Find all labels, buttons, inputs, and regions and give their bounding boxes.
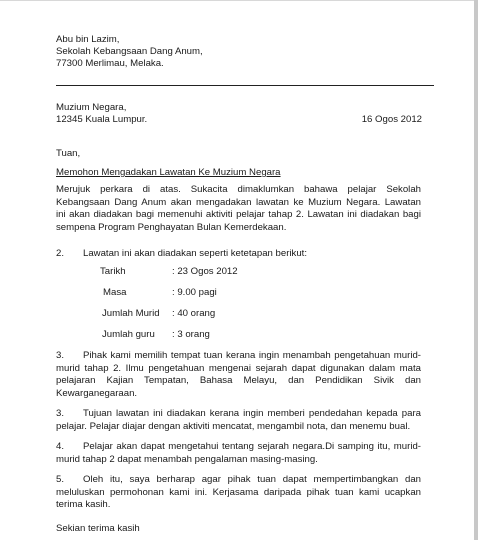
page-top-edge [0,0,478,1]
point-3-line: Pihak kami memilih tempat tuan kerana ingin menambah pengetahuan murid- [83,350,421,361]
recipient-address: 12345 Kuala Lumpur. [56,114,148,125]
point-3b-line: pelajar. Pelajar diajar dengan aktiviti mencatat, mengambil nota, dan menemu bual. [56,420,411,432]
intro-line: ini akan diadakan bagi memenuhi aktiviti pelajar tahap 2. Lawatan ini diadakan bagi [56,209,421,221]
point-3-line: pelajaran Kajian Tempatan, Bahasa Melayu, dan Pendidikan Sivik dan [56,375,421,387]
detail-label-jumlah-murid: Jumlah Murid [102,308,160,319]
detail-value-tarikh: : 23 Ogos 2012 [172,266,238,277]
point-3-number: 3. [56,350,65,361]
point-2-text: Lawatan ini akan diadakan seperti ketetapan berikut: [83,248,308,259]
intro-paragraph [56,184,421,234]
point-4-paragraph [56,441,421,466]
point-5-line: meluluskan permohonan kami ini. Kerjasama daripada pihak tuan kami ucapkan [56,486,421,498]
point-4-line: murid tahap 2 dapat menambah pengalaman masing-masing. [56,453,318,465]
detail-value-jumlah-murid: : 40 orang [172,308,216,319]
letter-subject: Memohon Mengadakan Lawatan Ke Muzium Negara [56,167,281,178]
letter-date: 16 Ogos 2012 [361,114,422,125]
detail-value-jumlah-guru: : 3 orang [172,329,210,340]
point-5-paragraph [56,474,421,512]
detail-label-jumlah-guru: Jumlah guru [102,329,155,340]
recipient-name: Muzium Negara, [56,102,127,113]
detail-value-masa: : 9.00 pagi [172,287,217,298]
point-3-paragraph [56,350,421,400]
point-2 [56,248,307,260]
point-3b-paragraph [56,408,421,433]
point-4-number: 4. [56,441,65,452]
closing-remark: Sekian terima kasih [56,523,140,534]
page-right-edge [474,0,478,540]
address-divider [56,85,434,86]
point-3-line: Kewarganegaraan. [56,387,138,399]
intro-line: Kebangsaan Dang Anum akan mengadakan lawatan ke Muzium Negara. Lawatan [56,196,421,208]
detail-label-tarikh: Tarikh [100,266,126,277]
point-3b-number: 3. [56,408,65,419]
sender-address: 77300 Merlimau, Melaka. [56,58,164,69]
point-5-line: Oleh itu, saya berharap agar pihak tuan dapat mempertimbangkan dan [83,474,421,485]
point-4-line: Pelajar akan dapat mengetahui tentang sejarah negara.Di samping itu, murid- [83,441,421,452]
sender-school: Sekolah Kebangsaan Dang Anum, [56,46,203,57]
intro-line: Merujuk perkara di atas. Sukacita dimaklumkan bahawa pelajar Sekolah [56,184,421,195]
sender-name: Abu bin Lazim, [56,34,120,45]
intro-line: sempena Program Penghayatan Bulan Kemerdekaan. [56,221,287,233]
point-5-number: 5. [56,474,65,485]
point-3b-line: Tujuan lawatan ini diadakan kerana ingin memberi pendedahan kepada para [83,408,421,419]
point-2-number: 2. [56,248,65,259]
point-5-line: terima kasih. [56,499,111,511]
point-3-line: murid tahap 2. Ilmu pengetahuan mengenai sejarah dapat digunakan dalam mata [56,362,421,374]
detail-label-masa: Masa [103,287,127,298]
salutation: Tuan, [56,148,81,159]
